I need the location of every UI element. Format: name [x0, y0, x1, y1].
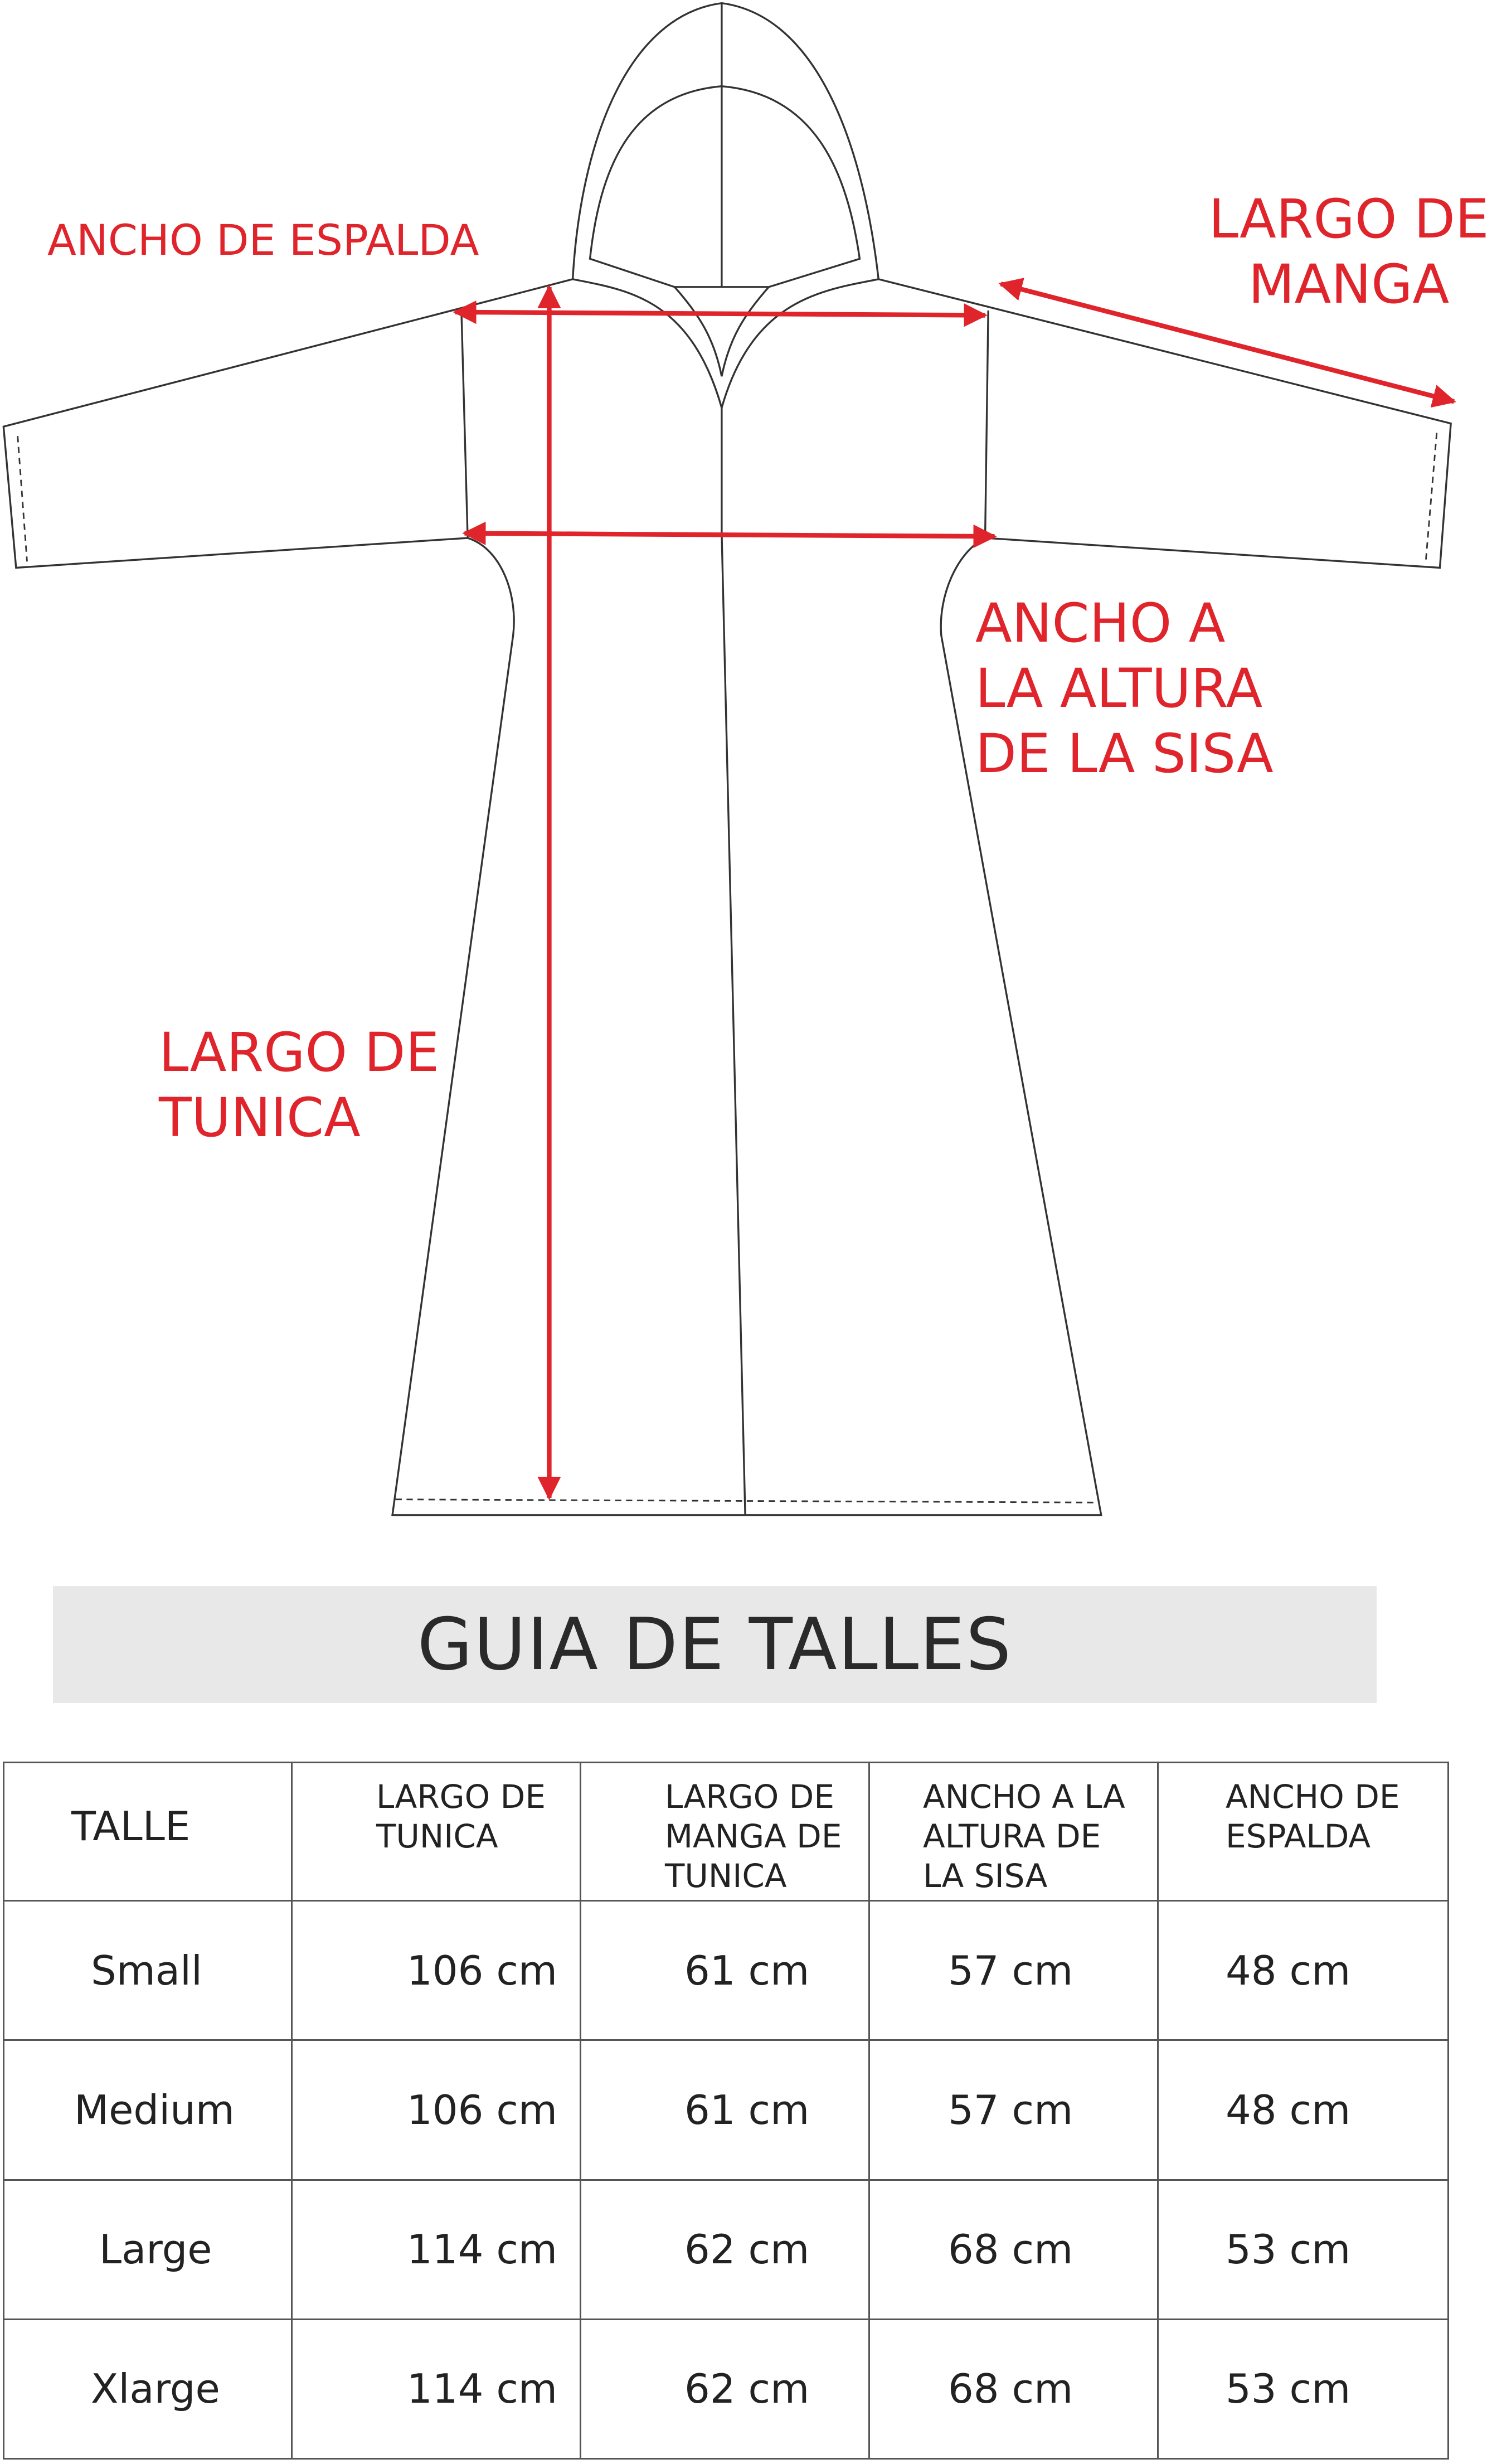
- header-label: ANCHO DE ESPALDA: [1226, 1778, 1400, 1855]
- cell-value: 62 cm: [581, 2319, 869, 2458]
- label-ancho-sisa: ANCHO A LA ALTURA DE LA SISA: [975, 592, 1274, 785]
- cell-value: 61 cm: [581, 2040, 869, 2180]
- table-header-row: [4, 1763, 1449, 1901]
- label-largo-manga: LARGO DE MANGA: [1208, 188, 1489, 316]
- cell-value: 68 cm: [869, 2180, 1158, 2319]
- table-row: [4, 1901, 1449, 2040]
- cell-size: Xlarge: [4, 2319, 292, 2458]
- cell-value: 68 cm: [869, 2319, 1158, 2458]
- size-table: [3, 1762, 1449, 2460]
- measurement-arrows: [455, 284, 1454, 1498]
- cell-size: Small: [4, 1901, 292, 2040]
- header-label: LARGO DE MANGA DE TUNICA: [665, 1778, 842, 1895]
- cell-value: 106 cm: [292, 2040, 581, 2180]
- cell-value: 57 cm: [869, 1901, 1158, 2040]
- arrow-ancho-sisa: [464, 533, 994, 537]
- header-largo-manga: [581, 1763, 869, 1901]
- title-band: [53, 1586, 1377, 1703]
- header-label: ANCHO A LA ALTURA DE LA SISA: [923, 1778, 1125, 1895]
- cell-value: 48 cm: [1158, 2040, 1449, 2180]
- cell-size: Medium: [4, 2040, 292, 2180]
- cell-value: 61 cm: [581, 1901, 869, 2040]
- table-row: [4, 2040, 1449, 2180]
- header-largo-tunica: [292, 1763, 581, 1901]
- table-row: [4, 2180, 1449, 2319]
- cell-value: 53 cm: [1158, 2180, 1449, 2319]
- header-ancho-sisa: [869, 1763, 1158, 1901]
- label-largo-tunica: LARGO DE TUNICA: [159, 1021, 440, 1149]
- cell-value: 114 cm: [292, 2319, 581, 2458]
- page-title: GUIA DE TALLES: [417, 1603, 1013, 1686]
- cell-value: 62 cm: [581, 2180, 869, 2319]
- cell-value: 106 cm: [292, 1901, 581, 2040]
- cell-size: Large: [4, 2180, 292, 2319]
- header-ancho-espalda: [1158, 1763, 1449, 1901]
- arrow-ancho-espalda: [455, 312, 985, 316]
- cell-value: 53 cm: [1158, 2319, 1449, 2458]
- cell-value: 114 cm: [292, 2180, 581, 2319]
- header-label: LARGO DE TUNICA: [376, 1778, 546, 1855]
- table-row: [4, 2319, 1449, 2458]
- label-ancho-espalda: ANCHO DE ESPALDA: [47, 215, 479, 265]
- header-talle: TALLE: [4, 1763, 292, 1901]
- cell-value: 57 cm: [869, 2040, 1158, 2180]
- cell-value: 48 cm: [1158, 1901, 1449, 2040]
